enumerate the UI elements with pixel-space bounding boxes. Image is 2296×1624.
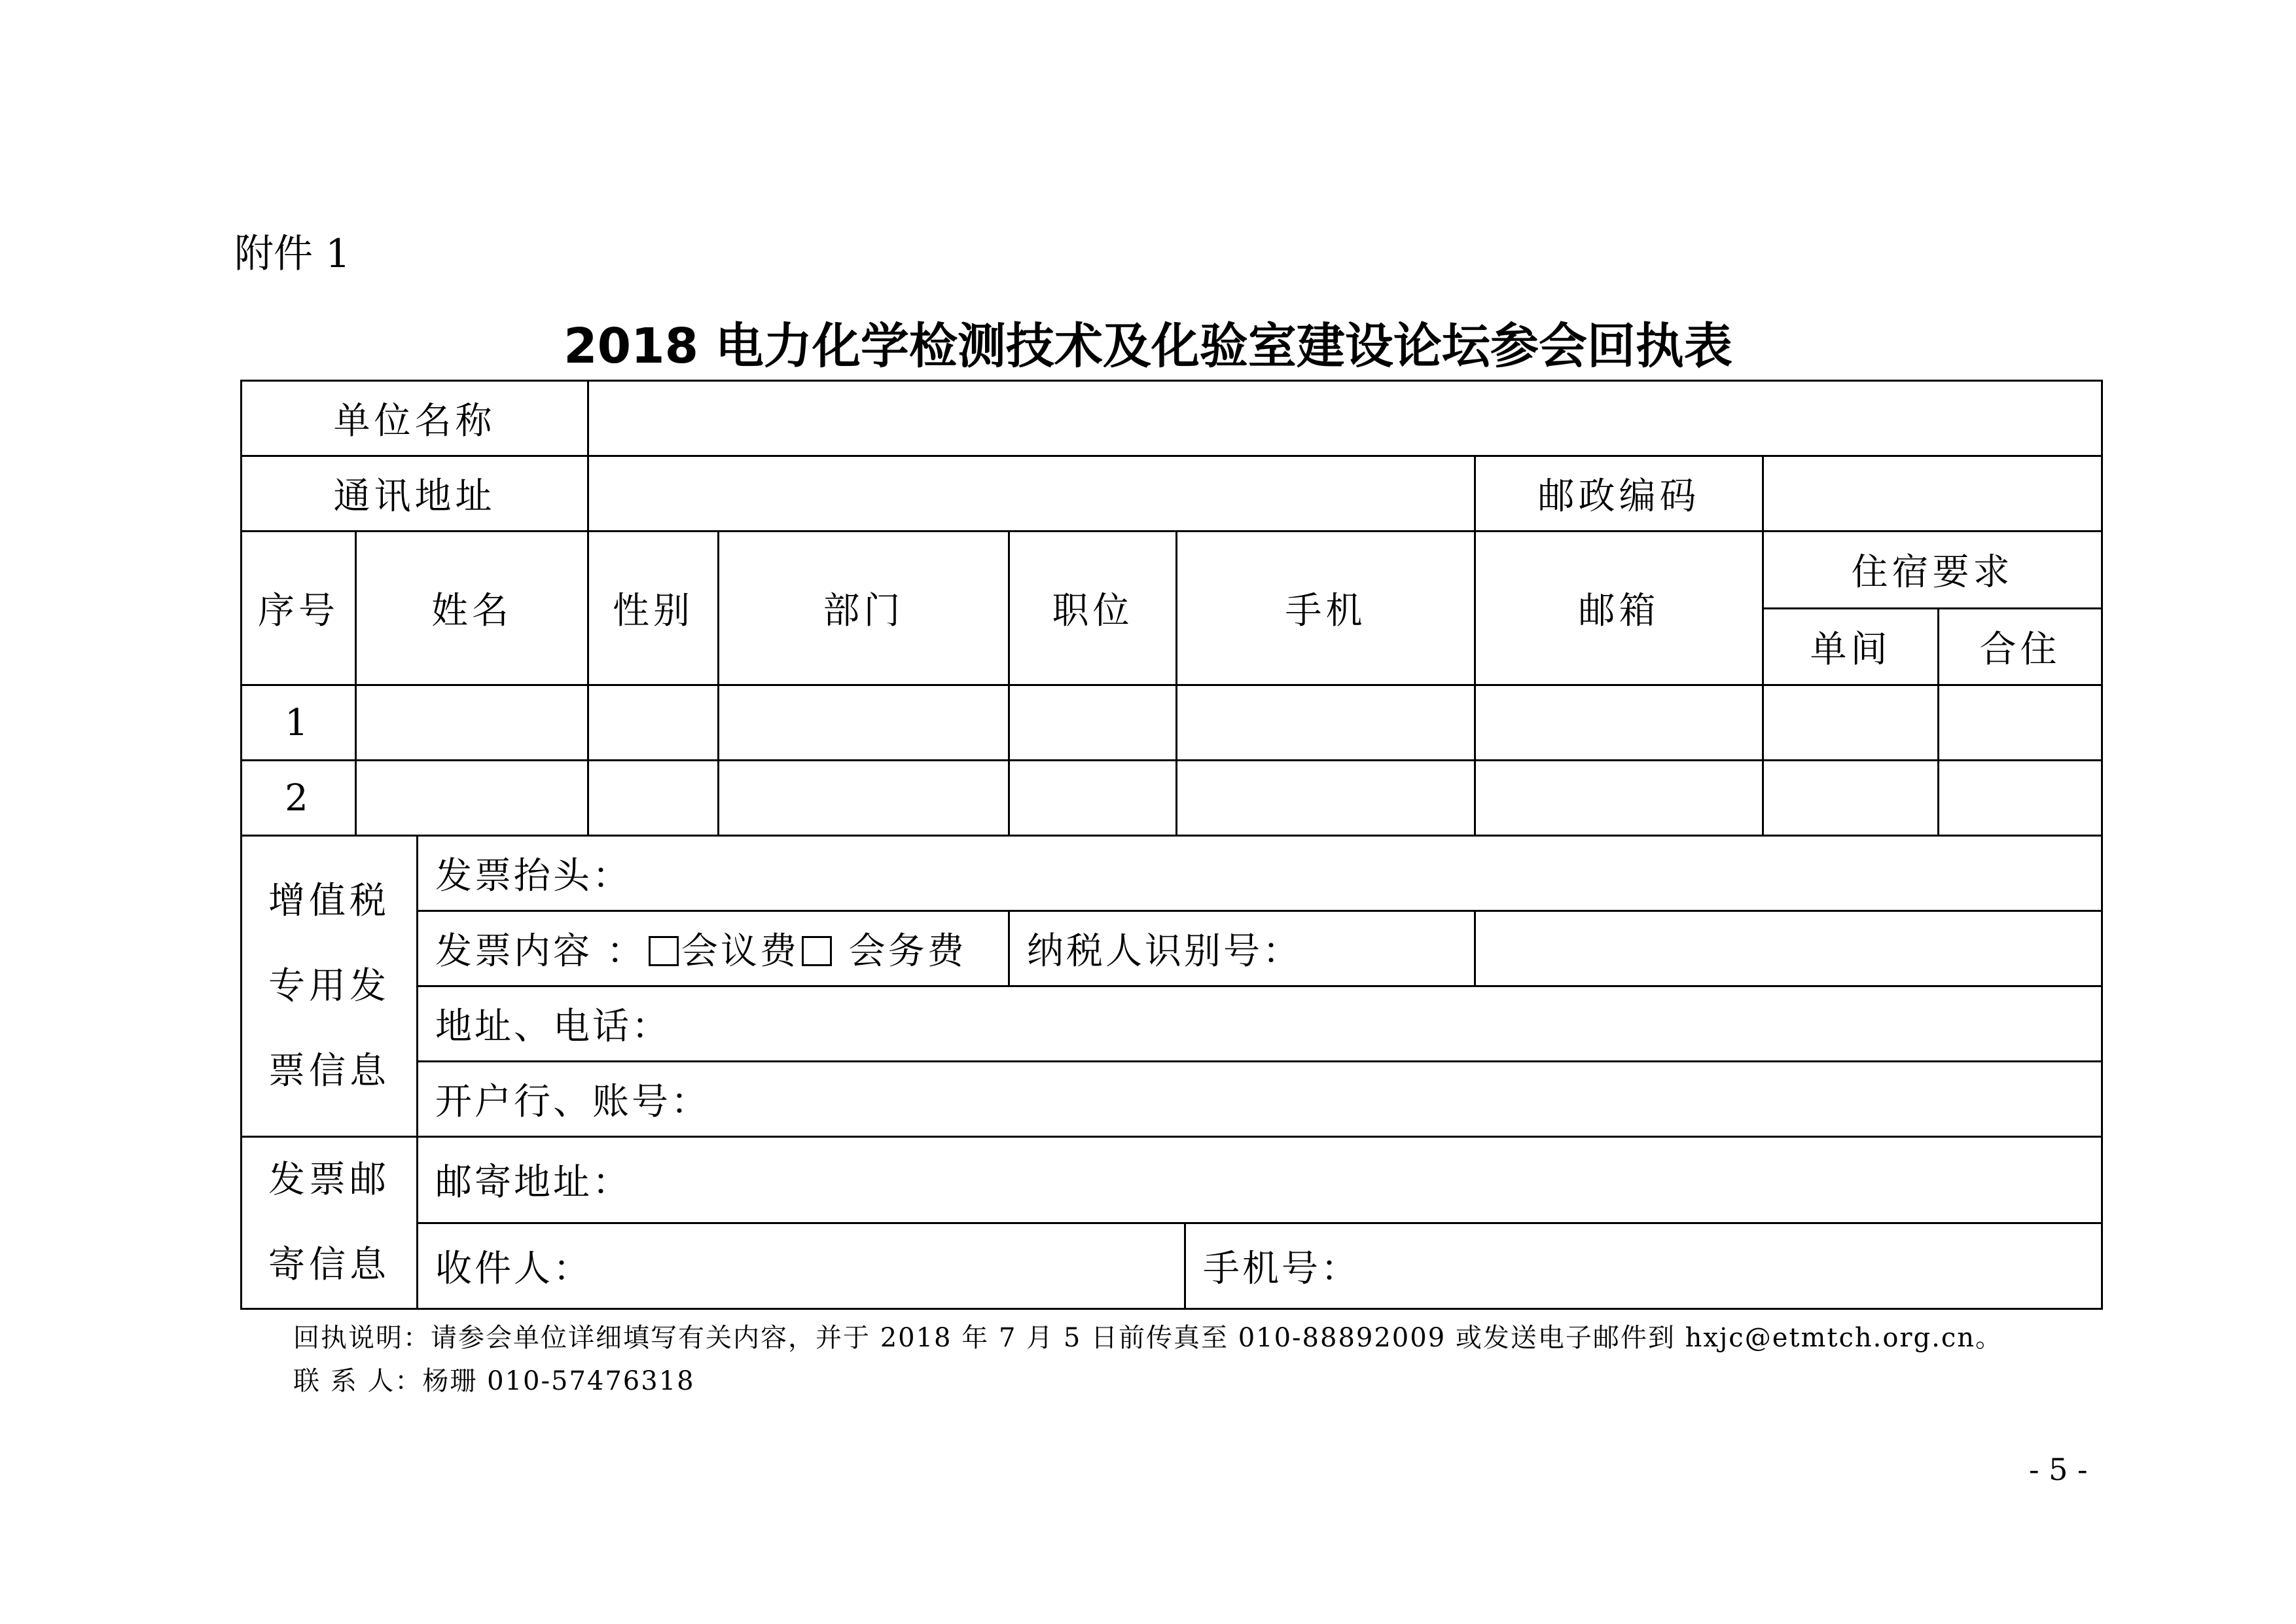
postcode-field[interactable] [1763, 456, 2102, 532]
recipient-phone-field[interactable] [1185, 1223, 2102, 1309]
mobile-field[interactable] [1177, 685, 1475, 761]
mailing-section-label [242, 1137, 418, 1309]
col-gender: 性别 [588, 532, 719, 685]
attachment-label: 附件 1 [234, 231, 351, 277]
mailing-address-row [242, 1137, 2102, 1223]
invoice-bank-account-field[interactable] [418, 1062, 2102, 1137]
position-field[interactable] [1009, 761, 1177, 836]
mailing-address-field[interactable] [418, 1137, 2102, 1223]
invoice-title-label: 发票抬头： [435, 855, 632, 897]
taxpayer-id-label: 纳税人识别号： [1009, 911, 1475, 986]
invoice-section-label [242, 836, 418, 1137]
mailing-recipient-row [242, 1223, 2102, 1309]
shared-room-field[interactable] [1939, 761, 2102, 836]
receipt-instructions: 回执说明：请参会单位详细填写有关内容，并于 2018 年 7 月 5 日前传真至 010-88892009 或发送电子邮件到 hxjc@etmtch.org.cn。 [293, 1323, 2003, 1353]
dept-field[interactable] [719, 685, 1009, 761]
unit-name-label: 单位名称 [242, 381, 588, 456]
col-seq: 序号 [242, 532, 356, 685]
recipient-label: 收件人： [435, 1247, 592, 1290]
mailing-section-label-line-2: 寄信息 [268, 1244, 390, 1286]
address-row [242, 456, 2102, 532]
name-field[interactable] [356, 685, 588, 761]
col-name: 姓名 [356, 532, 588, 685]
invoice-address-phone-label: 地址、电话： [435, 1005, 671, 1048]
position-field[interactable] [1009, 685, 1177, 761]
invoice-content-cell [418, 911, 1009, 986]
col-mobile: 手机 [1177, 532, 1475, 685]
recipient-field[interactable] [418, 1223, 1185, 1309]
unit-name-row [242, 381, 2102, 456]
row-number: 2 [242, 761, 356, 836]
shared-room-field[interactable] [1939, 685, 2102, 761]
invoice-bank-row [242, 1062, 2102, 1137]
form-title: 2018 电力化学检测技术及化验室建设论坛参会回执表 [564, 318, 1732, 374]
unit-name-field[interactable] [588, 381, 2102, 456]
address-field[interactable] [588, 456, 1475, 532]
col-email: 邮箱 [1475, 532, 1763, 685]
single-room-field[interactable] [1763, 761, 1939, 836]
col-dept: 部门 [719, 532, 1009, 685]
col-shared-room: 合住 [1939, 608, 2102, 685]
mobile-field[interactable] [1177, 761, 1475, 836]
contact-info: 联 系 人：杨珊 010-57476318 [293, 1366, 695, 1396]
postcode-label: 邮政编码 [1475, 456, 1763, 532]
column-header-row [242, 532, 2102, 609]
email-field[interactable] [1475, 685, 1763, 761]
single-room-field[interactable] [1763, 685, 1939, 761]
email-field[interactable] [1475, 761, 1763, 836]
name-field[interactable] [356, 761, 588, 836]
dept-field[interactable] [719, 761, 1009, 836]
recipient-phone-label: 手机号： [1203, 1247, 1361, 1290]
invoice-content-label: 发票内容 ： [435, 930, 646, 973]
address-label: 通讯地址 [242, 456, 588, 532]
meeting-fee-checkbox[interactable] [649, 936, 679, 966]
invoice-content-row [242, 911, 2102, 986]
taxpayer-id-field[interactable] [1475, 911, 2102, 986]
mailing-address-label: 邮寄地址： [435, 1161, 632, 1204]
col-position: 职位 [1009, 532, 1177, 685]
col-single-room: 单间 [1763, 608, 1939, 685]
invoice-address-phone-field[interactable] [418, 986, 2102, 1062]
conference-fee-label: 会务费 [834, 930, 967, 973]
invoice-bank-account-label: 开户行、账号： [435, 1081, 710, 1123]
gender-field[interactable] [588, 685, 719, 761]
registration-form-table [240, 380, 2103, 1310]
row-number: 1 [242, 685, 356, 761]
invoice-section-label-line-2: 专用发 [268, 964, 390, 1007]
invoice-title-field[interactable] [418, 836, 2102, 911]
col-lodging: 住宿要求 [1763, 532, 2102, 609]
page-number: - 5 - [2029, 1452, 2088, 1487]
meeting-fee-label: 会议费 [681, 930, 799, 973]
invoice-title-row [242, 836, 2102, 911]
invoice-address-row [242, 986, 2102, 1062]
mailing-section-label-line-1: 发票邮 [268, 1159, 390, 1201]
invoice-section-label-line-1: 增值税 [268, 879, 390, 922]
attendee-row-2 [242, 761, 2102, 836]
gender-field[interactable] [588, 761, 719, 836]
conference-fee-checkbox[interactable] [802, 936, 832, 966]
attendee-row-1 [242, 685, 2102, 761]
invoice-section-label-line-3: 票信息 [268, 1049, 390, 1092]
